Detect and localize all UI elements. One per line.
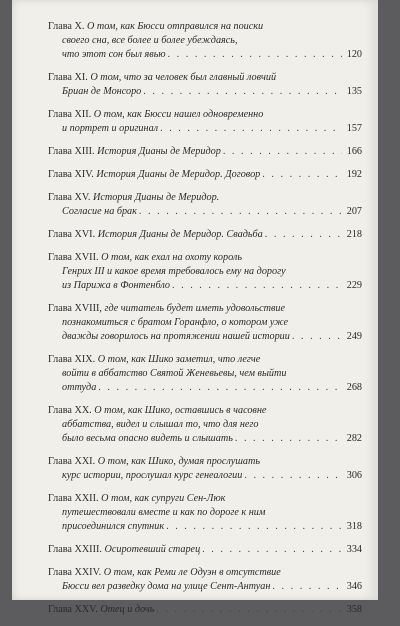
toc-entry-line bbox=[48, 20, 362, 34]
toc-entry bbox=[48, 168, 362, 182]
toc-entry-last-line bbox=[48, 520, 362, 534]
toc-entry-line bbox=[48, 353, 362, 367]
chapter-number: Глава XIX. bbox=[48, 354, 96, 365]
chapter-title-line: История Дианы де Меридор. bbox=[92, 192, 220, 203]
toc-entry-line bbox=[48, 492, 362, 506]
dot-leader bbox=[265, 228, 342, 242]
dot-leader bbox=[262, 168, 342, 182]
chapter-title-line: было весьма опасно видеть и слышать bbox=[62, 433, 233, 444]
toc-entry bbox=[48, 603, 362, 617]
dot-leader bbox=[98, 381, 342, 395]
toc-entry-line bbox=[48, 108, 362, 122]
toc-entry-line bbox=[48, 367, 362, 381]
dot-leader bbox=[156, 603, 342, 617]
dot-leader bbox=[143, 85, 342, 99]
toc-entry-last-line bbox=[48, 205, 362, 219]
chapter-title-line: Согласие на брак bbox=[62, 206, 137, 217]
toc-entry bbox=[48, 302, 362, 344]
toc-entry-line bbox=[48, 34, 362, 48]
dot-leader bbox=[166, 520, 342, 534]
toc-entry-line bbox=[48, 71, 362, 85]
chapter-title-line: Генрих III и какое время требовалось ему на дорогу bbox=[62, 266, 286, 277]
chapter-title-line: курс истории, прослушал курс генеалогии bbox=[62, 470, 243, 481]
page-number: 135 bbox=[346, 86, 362, 97]
chapter-number: Глава XXV. bbox=[48, 604, 98, 615]
chapter-title-line: История Дианы де Меридор. Договор bbox=[96, 169, 261, 180]
chapter-title-line: История Дианы де Меридор bbox=[97, 146, 221, 157]
chapter-title-line: путешествовали вместе и как по дороге к ним bbox=[62, 507, 266, 518]
toc-entry-last-line bbox=[48, 432, 362, 446]
chapter-title-line: Отец и дочь bbox=[100, 604, 155, 615]
toc-entry bbox=[48, 543, 362, 557]
page-number: 207 bbox=[346, 206, 362, 217]
chapter-title-line: О том, как Шико, думая прослушать bbox=[97, 456, 261, 467]
page-number: 157 bbox=[346, 123, 362, 134]
chapter-title-line: аббатства, видел и слышал то, что для него bbox=[62, 419, 259, 430]
chapter-number: Глава XII. bbox=[48, 109, 92, 120]
chapter-number: Глава XV. bbox=[48, 192, 91, 203]
toc-entry bbox=[48, 251, 362, 293]
toc-entry-last-line bbox=[48, 580, 362, 594]
page-number: 218 bbox=[346, 229, 362, 240]
toc-entry bbox=[48, 492, 362, 534]
chapter-title-line: О том, как ехал на охоту король bbox=[101, 252, 243, 263]
toc-entry-line bbox=[48, 251, 362, 265]
chapter-title-line: дважды говорилось на протяжении нашей истории bbox=[62, 331, 290, 342]
chapter-title-line: О том, что за человек был главный ловчий bbox=[90, 72, 277, 83]
page-number: 346 bbox=[346, 581, 362, 592]
toc-entry bbox=[48, 353, 362, 395]
page-number: 318 bbox=[346, 521, 362, 532]
toc-entry bbox=[48, 20, 362, 62]
toc-entry-last-line bbox=[48, 85, 362, 99]
toc-entry bbox=[48, 455, 362, 483]
chapter-title-line: О том, как супруги Сен-Люк bbox=[101, 493, 226, 504]
table-of-contents bbox=[48, 20, 362, 626]
toc-entry bbox=[48, 108, 362, 136]
toc-entry-last-line bbox=[48, 228, 362, 242]
chapter-number: Глава XXI. bbox=[48, 456, 96, 467]
toc-entry-last-line bbox=[48, 279, 362, 293]
chapter-title-line: присоединился спутник bbox=[62, 521, 165, 532]
toc-entry-line bbox=[48, 191, 362, 205]
toc-entry-last-line bbox=[48, 145, 362, 159]
page-number: 120 bbox=[346, 49, 362, 60]
page-number: 166 bbox=[346, 146, 362, 157]
dot-leader bbox=[272, 580, 342, 594]
toc-entry-line bbox=[48, 302, 362, 316]
toc-entry bbox=[48, 71, 362, 99]
toc-entry-line bbox=[48, 418, 362, 432]
chapter-title-line: Бриан де Монсоро bbox=[62, 86, 142, 97]
chapter-number: Глава XXIV. bbox=[48, 567, 102, 578]
toc-entry-line bbox=[48, 506, 362, 520]
page-number: 306 bbox=[346, 470, 362, 481]
chapter-title-line: О том, как Шико, оставшись в часовне bbox=[94, 405, 267, 416]
chapter-number: Глава XI. bbox=[48, 72, 88, 83]
chapter-number: Глава X. bbox=[48, 21, 85, 32]
chapter-title-line: и портрет и оригинал bbox=[62, 123, 159, 134]
chapter-title-line: что этот сон был явью bbox=[62, 49, 166, 60]
dot-leader bbox=[223, 145, 342, 159]
chapter-title-line: Бюсси вел разведку дома на улице Сент-Антуан bbox=[62, 581, 271, 592]
toc-entry-last-line bbox=[48, 381, 362, 395]
toc-entry bbox=[48, 228, 362, 242]
chapter-title-line: войти в аббатство Святой Женевьевы, чем выйти bbox=[62, 368, 287, 379]
page-number: 229 bbox=[346, 280, 362, 291]
toc-entry bbox=[48, 145, 362, 159]
toc-entry-last-line bbox=[48, 48, 362, 62]
chapter-title-line: История Дианы де Меридор. Свадьба bbox=[97, 229, 263, 240]
toc-entry-line bbox=[48, 566, 362, 580]
chapter-number: Глава XIII. bbox=[48, 146, 95, 157]
dot-leader bbox=[202, 543, 342, 557]
toc-entry-last-line bbox=[48, 122, 362, 136]
dot-leader bbox=[235, 432, 342, 446]
toc-entry bbox=[48, 191, 362, 219]
chapter-title-line: где читатель будет иметь удовольствие bbox=[104, 303, 286, 314]
chapter-title-line: познакомиться с братом Горанфло, о котором уже bbox=[62, 317, 289, 328]
toc-entry-last-line bbox=[48, 543, 362, 557]
chapter-number: Глава XIV. bbox=[48, 169, 94, 180]
chapter-number: Глава XVI. bbox=[48, 229, 96, 240]
dot-leader bbox=[168, 48, 342, 62]
dot-leader bbox=[292, 330, 342, 344]
chapter-number: Глава XX. bbox=[48, 405, 92, 416]
chapter-title-line: О том, как Шико заметил, что легче bbox=[97, 354, 261, 365]
chapter-number: Глава XVIII, bbox=[48, 303, 102, 314]
toc-entry-line bbox=[48, 404, 362, 418]
toc-entry bbox=[48, 404, 362, 446]
toc-entry-last-line bbox=[48, 603, 362, 617]
chapter-title-line: О том, как Бюсси нашел одновременно bbox=[93, 109, 264, 120]
page-number: 334 bbox=[346, 544, 362, 555]
chapter-title-line: из Парижа в Фонтенбло bbox=[62, 280, 171, 291]
page-number: 282 bbox=[346, 433, 362, 444]
chapter-title-line: О том, как Бюсси отправился на поиски bbox=[86, 21, 264, 32]
chapter-number: Глава XVII. bbox=[48, 252, 99, 263]
page-number: 358 bbox=[346, 604, 362, 615]
page-number: 268 bbox=[346, 382, 362, 393]
chapter-title-line: своего сна, все более и более убеждаясь, bbox=[62, 35, 238, 46]
book-page bbox=[12, 0, 378, 615]
toc-entry-line bbox=[48, 265, 362, 279]
toc-entry-last-line bbox=[48, 469, 362, 483]
toc-entry bbox=[48, 566, 362, 594]
dot-leader bbox=[172, 279, 342, 293]
dot-leader bbox=[160, 122, 342, 136]
dot-leader bbox=[139, 205, 342, 219]
page-number: 249 bbox=[346, 331, 362, 342]
toc-entry-last-line bbox=[48, 330, 362, 344]
toc-entry-line bbox=[48, 316, 362, 330]
page-number: 192 bbox=[346, 169, 362, 180]
chapter-title-line: оттуда bbox=[62, 382, 97, 393]
chapter-title-line: О том, как Реми ле Одуэн в отсутствие bbox=[103, 567, 281, 578]
chapter-number: Глава XXII. bbox=[48, 493, 99, 504]
toc-entry-line bbox=[48, 455, 362, 469]
toc-entry-last-line bbox=[48, 168, 362, 182]
chapter-number: Глава XXIII. bbox=[48, 544, 102, 555]
dot-leader bbox=[244, 469, 342, 483]
chapter-title-line: Осиротевший старец bbox=[104, 544, 201, 555]
